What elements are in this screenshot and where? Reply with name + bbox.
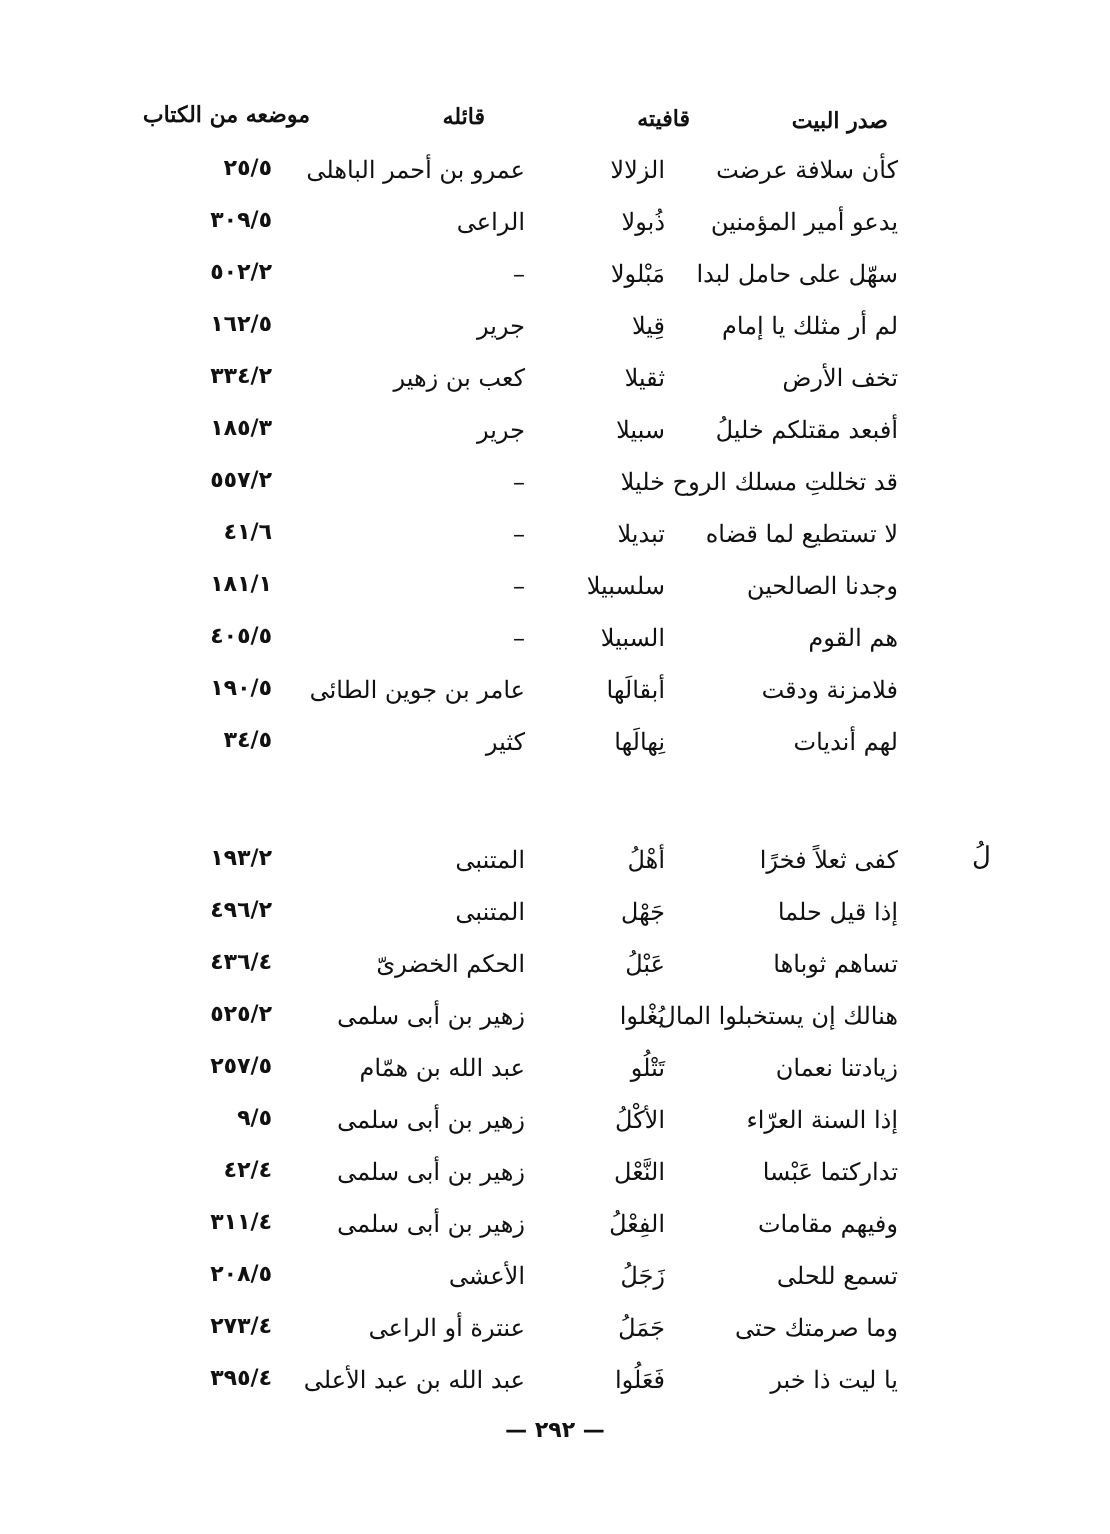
verse-rhyme: الفِعْلُ — [609, 1210, 665, 1238]
verse-location: ٢٥٧/٥ — [210, 1054, 272, 1079]
verse-opening: لهم أنديات — [793, 728, 898, 756]
verse-opening: تداركتما عَبْسا — [762, 1158, 898, 1186]
verse-poet: جرير — [477, 312, 525, 340]
verse-group-a — [0, 148, 1110, 772]
table-row — [0, 512, 1110, 564]
verse-poet: عمرو بن أحمر الباهلى — [306, 156, 525, 184]
table-row — [0, 1202, 1110, 1254]
verse-poet: زهير بن أبى سلمى — [337, 1002, 525, 1030]
verse-rhyme: تَتْلُو — [630, 1054, 665, 1082]
verse-opening: وفيهم مقامات — [757, 1210, 898, 1238]
table-row — [0, 942, 1110, 994]
table-row — [0, 304, 1110, 356]
verse-location: ٤٣٦/٤ — [210, 950, 272, 975]
verse-location: ٤٢/٤ — [223, 1158, 272, 1183]
header-verse-opening: صدر البيت — [791, 108, 888, 134]
table-row — [0, 1098, 1110, 1150]
verse-poet: الراعى — [456, 208, 525, 236]
verse-poet: الحكم الخضرىّ — [376, 950, 525, 978]
header-poet: قائله — [442, 104, 485, 130]
table-row — [0, 838, 1110, 890]
verse-location: ٤١/٦ — [223, 520, 272, 545]
verse-location: ٢٧٣/٤ — [210, 1314, 272, 1339]
verse-poet: المتنبى — [455, 846, 525, 874]
verse-opening: أفبعد مقتلكم خليلُ — [715, 416, 898, 444]
verse-poet: عبد الله بن عبد الأعلى — [303, 1366, 525, 1394]
table-row — [0, 1358, 1110, 1410]
verse-opening: كأن سلافة عرضت — [716, 156, 898, 184]
verse-opening: تساهم ثوباها — [773, 950, 898, 978]
verse-location: ٥٥٧/٢ — [210, 468, 272, 493]
verse-poet: – — [513, 260, 525, 288]
table-row — [0, 1150, 1110, 1202]
verse-location: ١٦٢/٥ — [210, 312, 272, 337]
verse-opening: وما صرمتك حتى — [734, 1314, 898, 1342]
verse-rhyme: قِيلا — [631, 312, 665, 340]
verse-opening: تسمع للحلى — [776, 1262, 898, 1290]
table-header — [0, 100, 1110, 140]
verse-location: ٥٠٢/٢ — [210, 260, 272, 285]
table-row — [0, 994, 1110, 1046]
verse-poet: زهير بن أبى سلمى — [337, 1210, 525, 1238]
verse-opening: هم القوم — [808, 624, 898, 652]
table-row — [0, 1046, 1110, 1098]
verse-rhyme: خليلا — [620, 468, 665, 496]
verse-location: ١٨١/١ — [210, 572, 272, 597]
verse-opening: فلامزنة ودقت — [761, 676, 898, 704]
verse-location: ١٩٣/٢ — [210, 846, 272, 871]
verse-poet: – — [513, 520, 525, 548]
page-number: — ٢٩٢ — — [505, 1418, 605, 1443]
verse-opening: وجدنا الصالحين — [746, 572, 898, 600]
table-row — [0, 460, 1110, 512]
verse-poet: – — [513, 468, 525, 496]
verse-location: ٤٠٥/٥ — [210, 624, 272, 649]
verse-location: ٣٣٤/٢ — [210, 364, 272, 389]
verse-location: ٤٩٦/٢ — [210, 898, 272, 923]
table-row — [0, 252, 1110, 304]
verse-location: ٥٢٥/٢ — [210, 1002, 272, 1027]
verse-rhyme: فَعَلُوا — [614, 1366, 665, 1394]
verse-poet: عبد الله بن همّام — [359, 1054, 525, 1082]
table-row — [0, 890, 1110, 942]
verse-rhyme: ثقيلا — [624, 364, 665, 392]
table-row — [0, 668, 1110, 720]
verse-rhyme: ذُبولا — [621, 208, 665, 236]
verse-rhyme: الزلالا — [610, 156, 665, 184]
table-row — [0, 1254, 1110, 1306]
verse-poet: – — [513, 572, 525, 600]
verse-poet: كثير — [485, 728, 525, 756]
verse-rhyme: تبديلا — [617, 520, 665, 548]
verse-location: ٣٠٩/٥ — [210, 208, 272, 233]
verse-location: ١٨٥/٣ — [210, 416, 272, 441]
verse-location: ٢٠٨/٥ — [210, 1262, 272, 1287]
verse-rhyme: جَمَلُ — [618, 1314, 665, 1342]
verse-poet: عامر بن جوين الطائى — [309, 676, 525, 704]
table-row — [0, 200, 1110, 252]
table-row — [0, 720, 1110, 772]
table-row — [0, 148, 1110, 200]
verse-rhyme: النَّعْل — [614, 1158, 665, 1186]
verse-rhyme: سبيلا — [616, 416, 665, 444]
table-row — [0, 616, 1110, 668]
verse-rhyme: زَجَلُ — [620, 1262, 665, 1290]
verse-rhyme: السبيلا — [600, 624, 665, 652]
verse-location: ٢٥/٥ — [223, 156, 272, 181]
verse-location: ١٩٠/٥ — [210, 676, 272, 701]
verse-location: ٩/٥ — [237, 1106, 272, 1131]
verse-poet: زهير بن أبى سلمى — [337, 1106, 525, 1134]
verse-opening: سهّل على حامل لبدا — [696, 260, 898, 288]
verse-opening: قد تخللتِ مسلك الروح — [672, 468, 898, 496]
verse-opening: لا تستطيع لما قضاه — [705, 520, 898, 548]
table-row — [0, 564, 1110, 616]
verse-rhyme: مَبْلولا — [610, 260, 665, 288]
table-row — [0, 1306, 1110, 1358]
verse-opening: يا ليت ذا خبر — [770, 1366, 898, 1394]
verse-rhyme: عَبْلُ — [625, 950, 665, 978]
verse-opening: إذا قيل حلما — [777, 898, 898, 926]
verse-poet: عنترة أو الراعى — [368, 1314, 525, 1342]
verse-rhyme: أهْلُ — [627, 846, 665, 874]
verse-location: ٣٤/٥ — [223, 728, 272, 753]
verse-poet: الأعشى — [448, 1262, 525, 1290]
verse-poet: جرير — [477, 416, 525, 444]
verse-opening: إذا السنة العرّاء — [746, 1106, 898, 1134]
header-book-location: موضعه من الكتاب — [142, 102, 310, 128]
verse-rhyme: نِهالَها — [614, 728, 665, 756]
verse-location: ٣١١/٤ — [210, 1210, 272, 1235]
verse-opening: هنالك إن يستخبلوا المال — [658, 1002, 898, 1030]
verse-opening: يدعو أمير المؤمنين — [710, 208, 898, 236]
verse-rhyme: يُغْلوا — [619, 1002, 665, 1030]
verse-opening: لم أر مثلك يا إمام — [721, 312, 898, 340]
verse-location: ٣٩٥/٤ — [210, 1366, 272, 1391]
rhyme-letter-marker: لُ — [972, 842, 991, 872]
verse-group-b — [0, 838, 1110, 1410]
verse-poet: كعب بن زهير — [393, 364, 525, 392]
verse-opening: زيادتنا نعمان — [775, 1054, 898, 1082]
verse-rhyme: أبقالَها — [606, 676, 665, 704]
verse-opening: تخف الأرض — [782, 364, 898, 392]
verse-rhyme: الأكْلُ — [615, 1106, 665, 1134]
table-row — [0, 408, 1110, 460]
header-rhyme: قافيته — [637, 106, 690, 132]
verse-poet: زهير بن أبى سلمى — [337, 1158, 525, 1186]
verse-rhyme: جَهْل — [620, 898, 665, 926]
table-row — [0, 356, 1110, 408]
verse-opening: كفى ثعلاً فخرًا — [759, 846, 898, 874]
verse-poet: المتنبى — [455, 898, 525, 926]
verse-poet: – — [513, 624, 525, 652]
verse-rhyme: سلسبيلا — [586, 572, 665, 600]
